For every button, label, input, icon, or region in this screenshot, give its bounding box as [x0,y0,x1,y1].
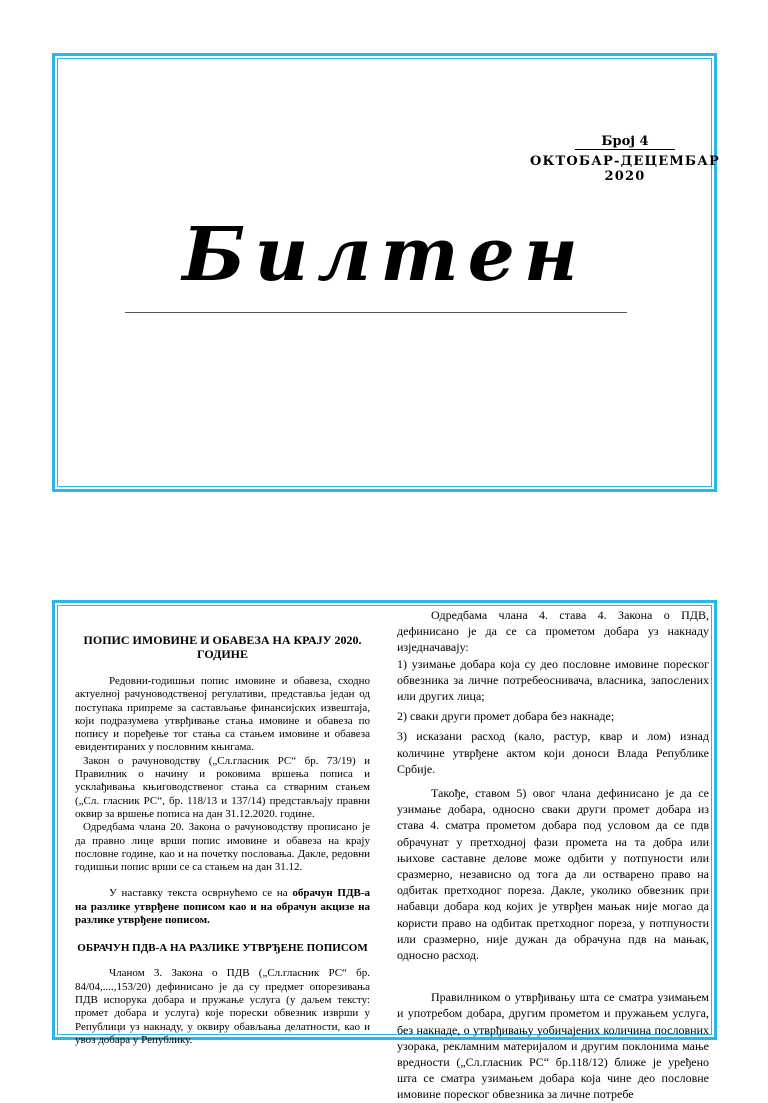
paragraph: Закон о рачуноводству („Сл.гласник РС“ бр. 73/19) и Правилник о начину и роковима вршења пописа и усклађивања књиговодственог стања са стварним стањем („Сл. гласник РС“, бр. 118/13 и 137/14) представљају правни оквир за вршење пописа на дан 31.12.2020. године. [75,754,370,820]
paragraph-bold-text: обрачун ПДВ-а на разлике утврђене пописом као и на обрачун акцизе на разлике утврђене пописом. [75,887,371,927]
list-item: 2) сваки други промет добара без накнаде; [397,709,615,724]
article-subheading: ОБРАЧУН ПДВ-А НА РАЗЛИКЕ УТВРЂЕНЕ ПОПИСОМ [77,942,368,955]
spacer [75,955,370,967]
paragraph [75,887,370,927]
paragraph: Одредбама члана 20. Закона о рачуноводству прописано је да правно лице врши попис имовине и обавеза на крају пословне године, као и на почетку пословања. Дакле, редовни годишњи попис врши се са стањем на дан 31.12. [75,821,370,874]
paragraph-text: У наставку текста осврнућемо се на [109,887,288,900]
spacer [75,607,370,633]
spacer [75,927,370,941]
paragraph: Такође, ставом 5) овог члана дефинисано је да се узимање добара, односно сваки други промет добара из става 4. сматра прометом добара под условом да се пдв обрачунат у претходној фази промета на та добра или њихове саставне делове може одбити у потпуности или сразмерно, независно од тога да ли остварено право на одбитак претходног пореза. Дакле, уколико обвезник при набавци добара код којих је утврђен мањак није могао да користи право на одбитак претходног пореза, у потпуности или сразмерно, није дужан да обрачуна пдв на мањак, односно расход. [397,786,709,963]
issue-number: Број 4 [575,135,674,150]
paragraph: Правилником о утврђивању шта се сматра узимањем и употребом добара, другим прометом и пружањем услуга, без накнаде, о утврђивању уобичајених количина пословних узорака, рекламним материјалом и другим поклонима мање вредности („Сл.гласник РС“ бр.118/12) ближе је уређено шта се сматра узимањем добара која чине део пословне имовине пореског обвезника за личне потребе [397,990,709,1102]
paragraph: Одредбама члана 4. става 4. Закона о ПДВ, дефинисано је да се са прометом добара уз накнаду изједначавају: [397,608,709,655]
spacer [75,874,370,887]
issue-period: ОКТОБАР-ДЕЦЕМБАР 2020 [529,154,720,184]
title-underline [125,312,627,313]
spacer [397,963,709,989]
right-column [397,607,709,1103]
bulletin-title: Билтен [182,212,587,298]
spacer [397,777,709,785]
list-item: 1) узимање добара која су део пословне имовине пореског обвезника за личне потребеоснивача, власника, запослених или других лица; [397,656,709,704]
spacer [75,661,370,675]
paragraph: Чланом 3. Закона о ПДВ („Сл.гласник РС“ бр. 84/04,....,153/20) дефинисано је да су предмет опорезивања ПДВ испорука добара и пружање услуга (у даљем тексту: промет добара и услуга) које порески обвезник изврши у Републици уз накнаду, у оквиру обављања делатности, као и увоз добара у Републику. [75,967,370,1046]
article-heading: ПОПИС ИМОВИНЕ И ОБАВЕЗА НА КРАЈУ 2020. ГОДИНЕ [83,633,362,661]
left-column [75,607,370,1047]
issue-block [525,134,725,184]
article-frame [52,600,717,1102]
list-item: 3) исказани расход (кало, растур, квар и лом) изнад количине утврђене актом који доноси Влада Републике Србије. [397,729,709,776]
cover-frame [52,53,720,492]
paragraph: Редовни-годишњи попис имовине и обавеза, сходно актуелној рачуноводственој регулативи, представља један од поступака припреме за састављање финансијских извештаја, који подразумева утврђивање стања имовине и обавеза по попису и поређење тог стања са стањем имовине и обавеза евидентираних у пословним књигама. [75,675,370,754]
